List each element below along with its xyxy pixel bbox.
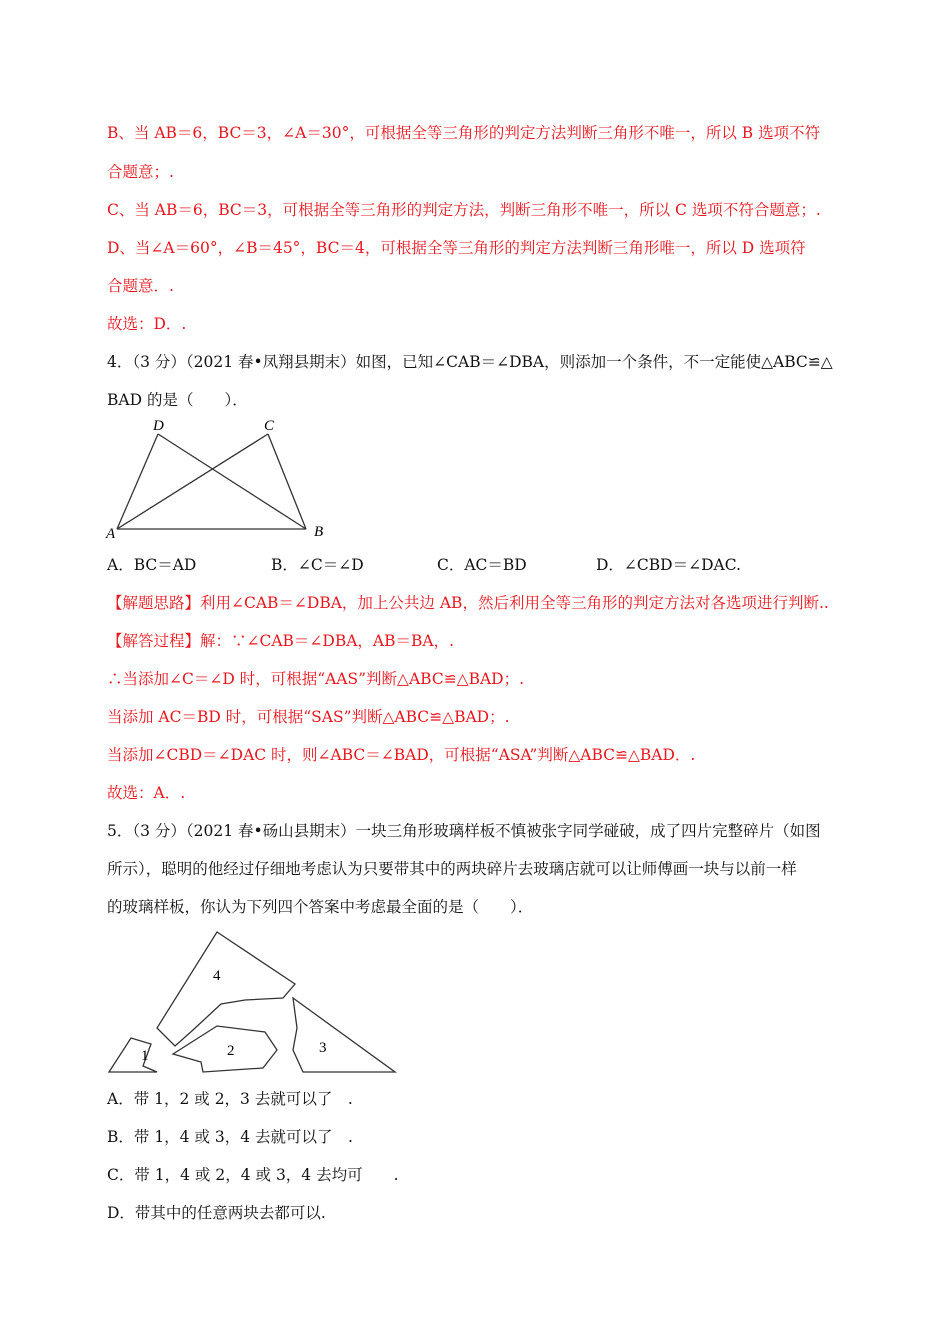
q5-stem-line1: 5．（3 分）（2021 春•砀山县期末）一块三角形玻璃样板不慎被张字同学碰破，成了四片完整碎片（如图: [107, 822, 821, 840]
q5-option-a: A．带 1，2 或 2，3 去就可以了 .: [107, 1090, 353, 1108]
q4-option-b: B．∠C＝∠D: [271, 556, 364, 574]
q5-option-d: D．带其中的任意两块去都可以.: [107, 1204, 326, 1222]
q4-solution-step3: 当添加∠CBD＝∠DAC 时，则∠ABC＝∠BAD，可根据“ASA”判断△ABC≌△BAD．.: [107, 746, 696, 764]
piece-label-4: 4: [213, 968, 221, 984]
q4-stem-line2: BAD 的是（ ）．: [107, 391, 248, 409]
q4-option-c: C．AC＝BD: [437, 556, 527, 574]
label-c: C: [264, 418, 275, 434]
piece-label-1: 1: [141, 1048, 149, 1064]
segment-ac: [117, 434, 268, 529]
q5-glass-pieces-figure: [105, 928, 405, 1078]
q3-answer: 故选：D．.: [107, 315, 187, 333]
piece-label-2: 2: [227, 1043, 235, 1059]
q3-solution-d-line2: 合题意．.: [107, 277, 174, 295]
segment-bd: [158, 434, 306, 529]
piece-4: [157, 932, 295, 1046]
q4-option-d: D．∠CBD＝∠DAC.: [596, 556, 741, 574]
q3-solution-d-line1: D、当∠A＝60°，∠B＝45°，BC＝4，可根据全等三角形的判定方法判断三角形唯一，所以 D 选项符: [107, 239, 806, 257]
q3-solution-c-line: C、当 AB＝6，BC＝3，可根据全等三角形的判定方法，判断三角形不唯一，所以 C 选项不符合题意；.: [107, 201, 821, 219]
q4-stem-line1: 4．（3 分）（2021 春•凤翔县期末）如图，已知∠CAB＝∠DBA，则添加一个条件，不一定能使△ABC≌△: [107, 353, 833, 371]
q3-solution-b-line2: 合题意；.: [107, 163, 174, 181]
q4-solution-step2: 当添加 AC＝BD 时，可根据“SAS”判断△ABC≌△BAD；.: [107, 708, 510, 726]
q4-triangle-figure: [100, 412, 340, 542]
q5-stem-line3: 的玻璃样板，你认为下列四个答案中考虑最全面的是（ ）．: [107, 898, 534, 916]
segment-ad: [117, 434, 158, 529]
piece-label-3: 3: [319, 1040, 327, 1056]
q4-solution-step1: ∴当添加∠C＝∠D 时，可根据“AAS”判断△ABC≌△BAD；.: [107, 670, 525, 688]
q3-solution-b-line1: B、当 AB＝6，BC＝3，∠A＝30°，可根据全等三角形的判定方法判断三角形不唯一，所以 B 选项不符: [107, 124, 821, 142]
label-d: D: [153, 418, 164, 434]
q4-solution-idea: 【解题思路】利用∠CAB＝∠DBA，加上公共边 AB，然后利用全等三角形的判定方法对各选项进行判断..: [107, 594, 829, 612]
q4-option-a: A．BC＝AD: [107, 556, 197, 574]
q5-stem-line2: 所示），聪明的他经过仔细地考虑认为只要带其中的两块碎片去玻璃店就可以让师傅画一块与以前一样: [107, 860, 797, 878]
segment-bc: [268, 434, 306, 529]
piece-3: [293, 998, 395, 1072]
label-b: B: [314, 524, 324, 540]
q4-answer: 故选：A．.: [107, 784, 186, 802]
q5-option-c: C．带 1，4 或 2，4 或 3，4 去均可 .: [107, 1166, 399, 1184]
q4-solution-process: 【解答过程】解：∵∠CAB＝∠DBA，AB＝BA，.: [107, 632, 455, 650]
piece-1: [109, 1038, 157, 1072]
label-a: A: [106, 526, 116, 542]
piece-2: [173, 1026, 277, 1072]
q5-option-b: B．带 1，4 或 3，4 去就可以了 .: [107, 1128, 353, 1146]
